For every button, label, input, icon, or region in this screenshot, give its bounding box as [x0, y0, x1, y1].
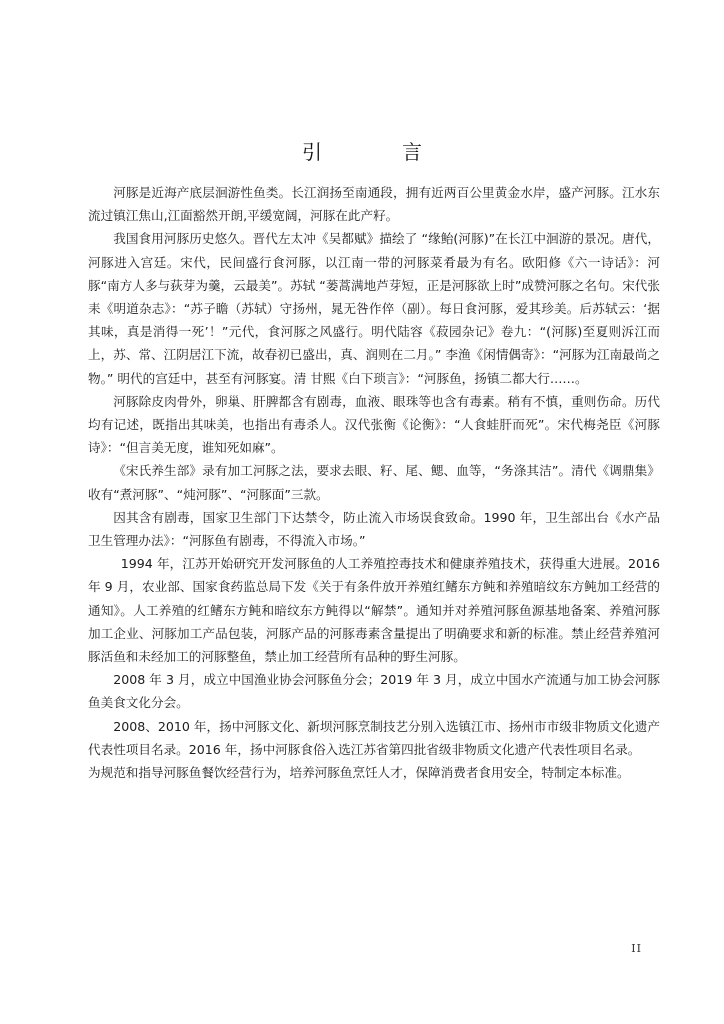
paragraph: 河豚是近海产底层洄游性鱼类。长江润扬至南通段，拥有近两百公里黄金水岸，盛产河豚。江水东流过镇江焦山,江面豁然开朗,平缓宽阔，河豚在此产籽。 [88, 185, 660, 224]
paragraph: 1994 年，江苏开始研究开发河豚鱼的人工养殖控毒技术和健康养殖技术，获得重大进展。2016 年 9 月，农业部、国家食药监总局下发《关于有条件放开养殖红鳍东方鲀和养殖暗纹东方鲀加工经营的通知》。人工养殖的红鳍东方鲀和暗纹东方鲀得以“解禁”。通知并对养殖河豚鱼源基地备案、养殖河豚加工企业、河豚加工产品包装，河豚产品的河豚毒素含量提出了明确要求和新的标准。禁止经营养殖河豚活鱼和未经加工的河豚整鱼，禁止加工经营所有品种的野生河豚。 [88, 556, 660, 665]
paragraph: 《宋氏养生部》录有加工河豚之法，要求去眼、籽、尾、鳃、血等，“务涤其洁”。清代《调鼎集》收有“煮河豚”、“炖河豚”、“河豚面”三款。 [88, 463, 660, 502]
page-number: II [631, 942, 642, 955]
paragraph: 2008、2010 年，扬中河豚文化、新坝河豚烹制技艺分别入选镇江市、扬州市市级非物质文化遗产代表性项目名录。2016 年，扬中河豚食俗入选江苏省第四批省级非物质文化遗产代表性项目名录。 [88, 718, 660, 757]
paragraph: 河豚除皮肉骨外，卵巢、肝脾都含有剧毒，血液、眼珠等也含有毒素。稍有不慎，重则伤命。历代均有记述，既指出其味美，也指出有毒杀人。汉代张衡《论衡》：“人食蛙肝而死”。宋代梅尧臣《河豚诗》：“但言美无度，谁知死如麻”。 [88, 393, 660, 456]
paragraph: 2008 年 3 月，成立中国渔业协会河豚鱼分会；2019 年 3 月，成立中国水产流通与加工协会河豚鱼美食文化分会。 [88, 672, 660, 711]
page-title: 引 言 [302, 140, 452, 164]
paragraph: 为规范和指导河豚鱼餐饮经营行为，培养河豚鱼烹饪人才，保障消费者食用安全，特制定本标准。 [88, 765, 630, 781]
paragraph: 我国食用河豚历史悠久。晋代左太冲《吴都赋》描绘了 “缘鲐(河豚)”在长江中洄游的景况。唐代，河豚进入宫廷。宋代，民间盛行食河豚，以江南一带的河豚菜肴最为有名。欧阳修《六一诗话》：河豚“南方人多与荻芽为羹，云最美”。苏轼 “蒌蒿满地芦芽短，正是河豚欲上时”成赞河豚之名句。宋代张耒《明道杂志》：“苏子瞻（苏轼）守扬州，晁无咎作倅（副）。每日食河豚，爱其珍美。后苏轼云：‘据其味，真是消得一死’！”元代，食河豚之风盛行。明代陆容《菽园杂记》卷九：“(河豚)至夏则泝江而上，苏、常、江阴居江下流，故春初已盛出，真、润则在二月。” 李渔《闲情偶寄》：“河豚为江南最尚之物。” 明代的宫廷中，甚至有河豚宴。清 甘熙《白下琐言》：“河豚鱼，扬镇二都大行……。 [88, 231, 660, 386]
body-text [88, 181, 660, 784]
paragraph: 因其含有剧毒，国家卫生部门下达禁令，防止流入市场误食致命。1990 年，卫生部出台《水产品卫生管理办法》：“河豚鱼有剧毒，不得流入市场。” [88, 509, 660, 549]
